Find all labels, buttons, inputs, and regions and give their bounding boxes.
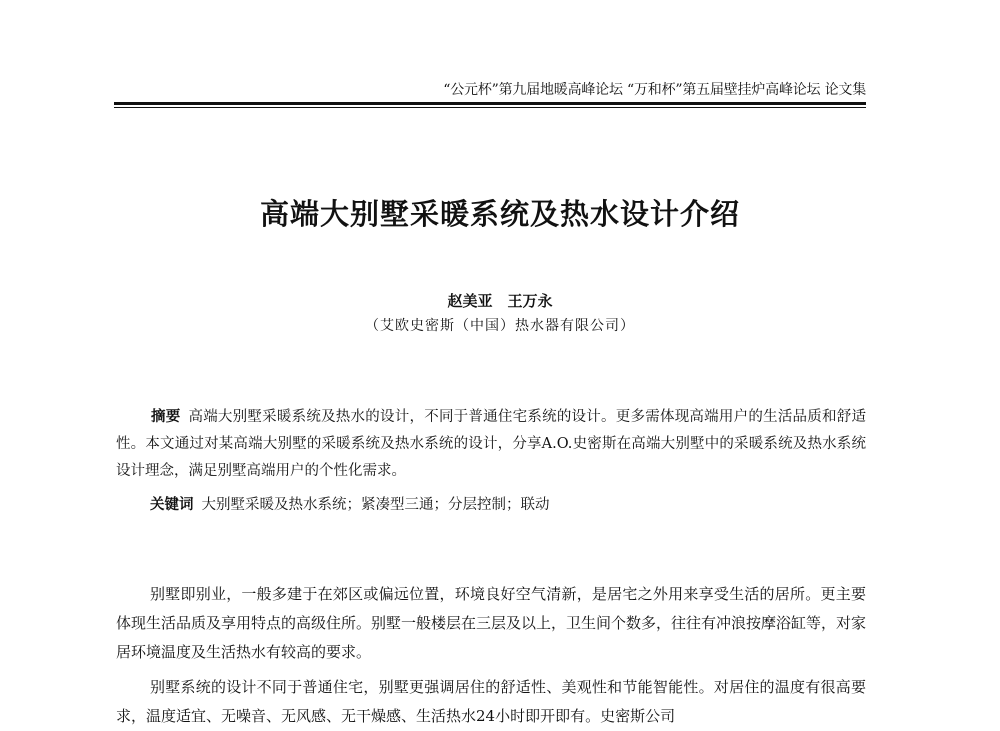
keywords-label: 关键词 <box>150 497 194 513</box>
author-affiliation: （艾欧史密斯（中国）热水器有限公司） <box>365 318 635 334</box>
abstract-text: 高端大别墅采暖系统及热水的设计，不同于普通住宅系统的设计。更多需体现高端用户的生活品质和舒适性。本文通过对某高端大别墅的采暖系统及热水系统的设计，分享A.O.史密斯在高端大别墅中的采暖系统及热水系统设计理念，满足别墅高端用户的个性化需求。 <box>116 409 866 479</box>
abstract-label: 摘要 <box>151 409 181 425</box>
abstract <box>116 404 866 485</box>
body-paragraph: 别墅即别业，一般多建于在郊区或偏远位置，环境良好空气清新，是居宅之外用来享受生活的居所。更主要体现生活品质及享用特点的高级住所。别墅一般楼层在三层及以上，卫生间个数多，往往有冲浪按摩浴缸等，对家居环境温度及生活热水有较高的要求。 <box>116 585 867 661</box>
keywords <box>150 493 866 517</box>
body-paragraph: 别墅系统的设计不同于普通住宅，别墅更强调居住的舒适性、美观性和节能智能性。对居住的温度有很高要求，温度适宜、无噪音、无风感、无干燥感、生活热水24小时即开即有。史密斯公司 <box>116 678 866 725</box>
running-header: “公元杯”第九届地暖高峰论坛 “万和杯”第五届壁挂炉高峰论坛 论文集 <box>443 82 866 98</box>
keywords-text: 大别墅采暖及热水系统；紧凑型三通；分层控制；联动 <box>201 497 550 513</box>
header-rule-thin <box>114 107 866 108</box>
author-names: 赵美亚 王万永 <box>447 292 553 310</box>
paper-title: 高端大别墅采暖系统及热水设计介绍 <box>259 197 740 231</box>
header-rule-thick <box>114 102 866 105</box>
